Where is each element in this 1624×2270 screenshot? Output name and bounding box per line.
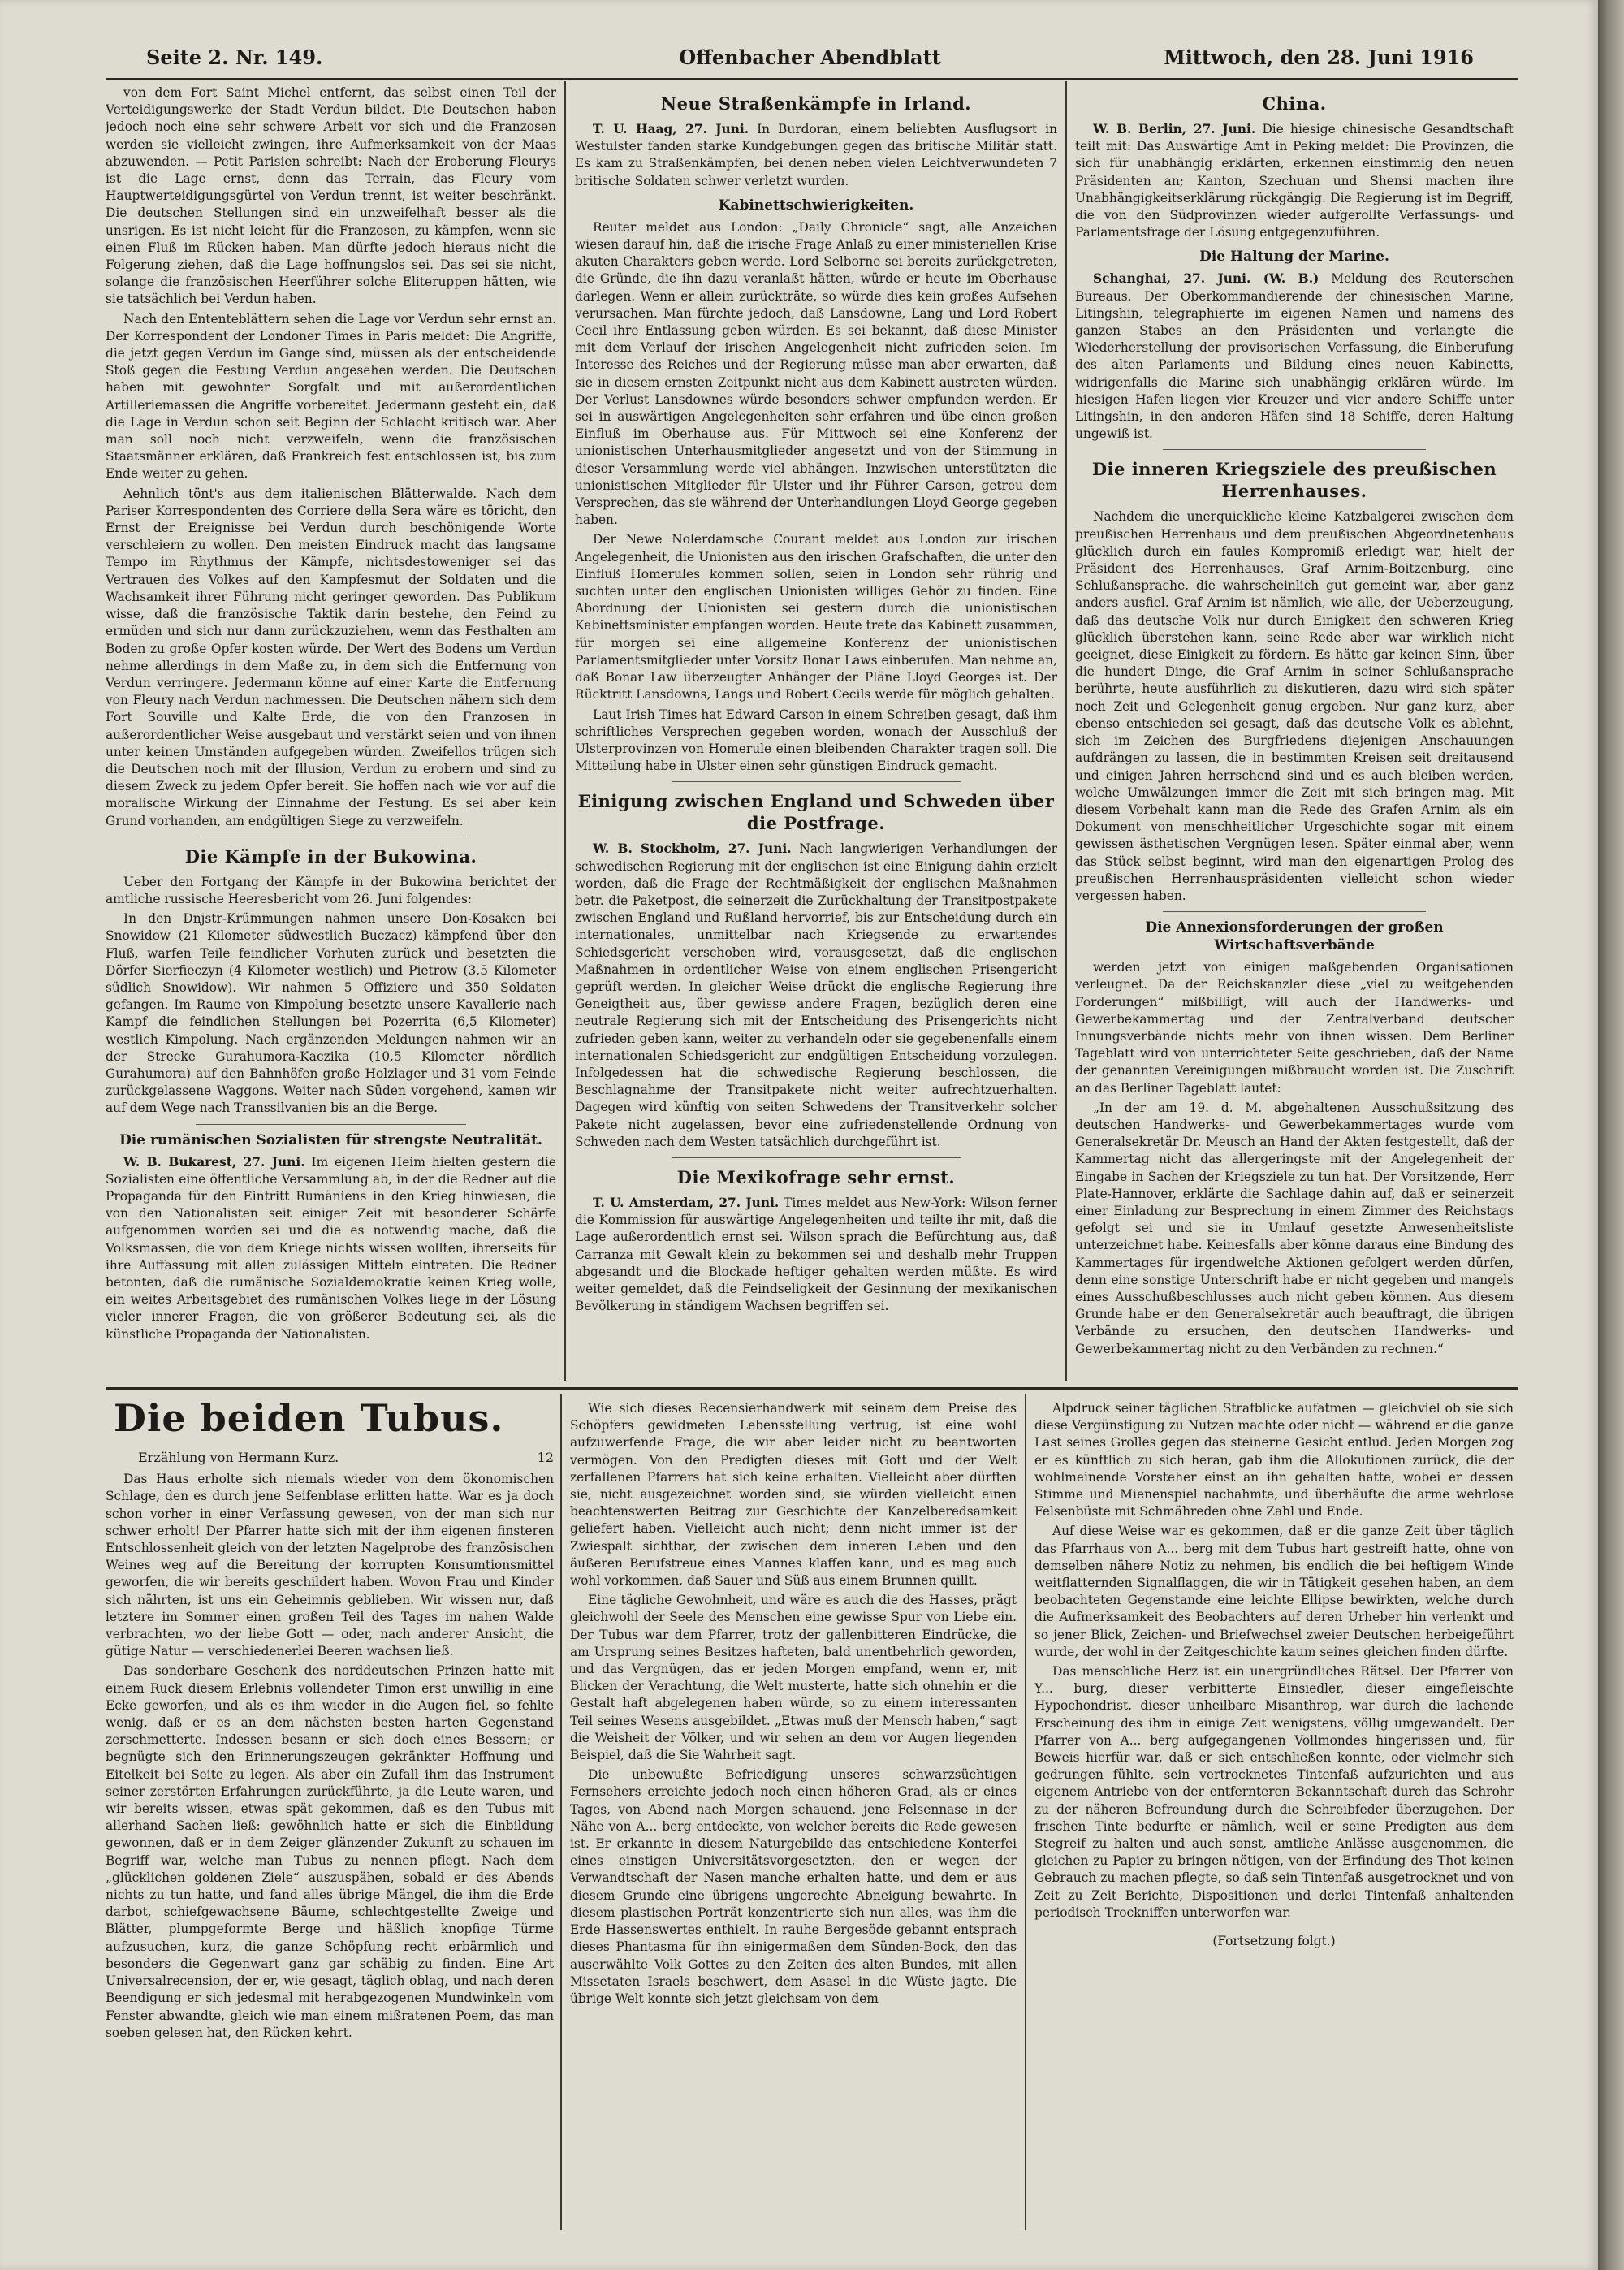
issue-date: Mittwoch, den 28. Juni 1916 bbox=[1164, 45, 1474, 69]
article-paragraph: „In der am 19. d. M. abgehaltenen Ausschußsitzung des deutschen Handwerks- und Gewerbekammertages wurde vom Generalsekretär Dr. Meusch an Hand der Akten festgestellt, daß der Kammertag nicht das allergeringste mit der Angelegenheit der Eingabe in Sachen der Kriegsziele zu tun hat. Der Vorsitzende, Herr Plate-Hannover, erklärte die Sachlage dahin auf, daß er seinerzeit einer Einladung zur Besprechung in einem Zimmer des Reichstags gefolgt sei und sie in Umlauf gesetzte Anwesenheitsliste unterzeichnet habe. Keinesfalls aber könne daraus eine Bindung des Kammertages für irgendwelche Aktionen gefolgert werden dürfen, denn eine sonstige Unterschrift habe er nicht gegeben und mangels eines Ausschußbeschlusses auch nicht geben können. Aus diesem Grunde habe er den Generalsekretär auch beauftragt, die übrigen Verbände zu ersuchen, den deutschen Handwerks- und Gewerbekammertag nicht zu den Verbänden zu rechnen.“ bbox=[1075, 1100, 1514, 1356]
feuilleton-column-1 bbox=[106, 1394, 554, 2230]
headline-bukowina: Die Kämpfe in der Bukowina. bbox=[184, 845, 477, 867]
article-text: Nach langwierigen Verhandlungen der schwedischen Regierung mit der englischen ist eine Einigung dahin erzielt worden, daß die Frage der Rechtmäßigkeit der englischen Maßnahmen betr. die Paketpost, die seinerzeit die Zurückhaltung der Transitpostpakete zwischen England und Rußland hervorrief, bis zur Entscheidung durch ein internationales, unmittelbar nach Kriegsende zu erwartendes Schiedsgericht verschoben wird, vorausgesetzt, daß die englischen Maßnahmen in ordentlicher Weise von einem englischen Prisengericht geprüft werden. In gleicher Weise drückt die englische Regierung ihre Geneigtheit aus, über gewisse andere Fragen, bezüglich deren eine neutrale Regierung sich mit der Entscheidung des Prisengerichts nicht zufrieden geben kann, weiter zu verhandeln oder sie gegebenenfalls einem internationalen Schiedsgericht zur endgültigen Entscheidung vorzulegen. Infolgedessen hat die schwedische Regierung beschlossen, die Beschlagnahme der Transitpakete nicht weiter aufrechtzuerhalten. Dagegen wird künftig von seiten Schwedens der Transitverkehr solcher Pakete nicht zugelassen, bevor eine zufriedenstellende Ordnung von Schweden nach dem Westen tatsächlich durchgeführt ist. bbox=[575, 841, 1057, 1149]
article-text: Meldung des Reuterschen Bureaus. Der Oberkommandierende der chinesischen Marine, Litingshin, telegraphierte im eigenen Namen und namens des ganzen Stabes an den Präsidenten und verlangte die Wiederherstellung der provisorischen Verfassung, die Einberufung des alten Parlaments und Bildung eines neuen Kabinetts, widrigenfalls die Marine sich unabhängig erklären würde. Im hiesigen Hafen liegen vier Kreuzer und vier andere Schiffe unter Litingshin, in den anderen Häfen sind 18 Schiffe, deren Haltung ungewiß ist. bbox=[1075, 271, 1514, 442]
headline-irland: Neue Straßenkämpfe in Irland. bbox=[660, 93, 972, 114]
dateline: W. B. Berlin, 27. Juni. bbox=[1093, 122, 1256, 136]
dateline: W. B. Bukarest, 27. Juni. bbox=[123, 1154, 305, 1170]
article-paragraph bbox=[106, 1154, 556, 1343]
story-paragraph: Alpdruck seiner täglichen Strafblicke aufatmen — gleichviel ob sie sich diese Vergünstigung zu Nutzen machte oder nicht — während er die ganze Last seines Grolles gegen das steinerne Gesicht entlud. Jeden Morgen zog er es künftlich zu sich heran, gab ihm die Allokutionen zurück, die der wohlmeinende Vorsteher einst an ihn gehalten hatte, wobei er dessen Stimme und Mienenspiel nachahmte, und überhäufte die arme wehrlose Felsenbüste mit Schmähreden ohne Zahl und Ende. bbox=[1034, 1401, 1514, 1520]
article-paragraph bbox=[575, 841, 1057, 1151]
separator bbox=[672, 781, 961, 782]
article-paragraph: werden jetzt von einigen maßgebenden Organisationen verleugnet. Da der Reichskanzler diese „viel zu weitgehenden Forderungen“ mißbilligt, will auch der Handwerks- und Gewerbekammertag und der Zentralverband deutscher Innungsverbände nichts mehr von ihnen wissen. Dem Berliner Tageblatt wird von unterrichteter Seite geschrieben, daß der Name der genannten Vereinigungen mißbraucht worden ist. Die Zuschrift an das Berliner Tageblatt lautet: bbox=[1075, 960, 1514, 1096]
article-paragraph: Aehnlich tönt's aus dem italienischen Blätterwalde. Nach dem Pariser Korrespondenten des Corriere della Sera wäre es töricht, den Ernst der Ereignisse bei Verdun durch beschönigende Worte verschleiern zu wollen. Den meisten Eindruck macht das langsame Tempo im Rhythmus der Kämpfe, nichtsdestoweniger sei das Vertrauen des Volkes auf den Kampfesmut der Soldaten und die Wachsamkeit ihrer Führung nicht geringer geworden. Das Publikum wisse, daß die französische Taktik darin bestehe, den Feind zu ermüden und sich nur dann zurückzuziehen, wenn das Festhalten am Boden zu große Opfer kosten würde. Der Wert des Bodens um Verdun nehme allerdings in dem Maße zu, in dem sich die Entfernung von Verdun verringere. Jedermann könne auf einer Karte die Entfernung von Fleury nach Verdun nachmessen. Die Deutschen nähern sich dem Fort Souville und Kalte Erde, die von den Franzosen in außerordentlicher Weise ausgebaut und verstärkt seien und von ihnen unter keinen Umständen aufgegeben würden. Zweifellos trügen sich die Deutschen noch mit der Illusion, Verdun zu erobern und sind zu diesem Zweck zu jedem Opfer bereit. Sie hoffen nach wie vor auf die moralische Wirkung der Einnahme der Festung. Es sei aber kein Grund vorhanden, am endgültigen Siege zu verzweifeln. bbox=[106, 486, 556, 828]
feuilleton-rule-1 bbox=[560, 1394, 562, 2230]
separator bbox=[1163, 449, 1426, 450]
article-paragraph bbox=[1075, 270, 1514, 443]
column-3 bbox=[1075, 84, 1514, 1384]
article-paragraph bbox=[1075, 121, 1514, 241]
story-paragraph: Das menschliche Herz ist ein unergründliches Rätsel. Der Pfarrer von Y... burg, dieser verbitterte Einsiedler, dieser eingefleischte Hypochondrist, dieser unheilbare Misanthrop, war durch die lachende Erscheinung des ihm in einige Zeit wenigstens, völlig umgewandelt. Der Pfarrer von A... berg aufgegangenen Vollmondes hingerissen und, für Beweis hierfür war, daß er sich entschließen konnte, oder vielmehr sich gedrungen fühlte, sein vertrocknetes Tintenfaß aufzurichten und aus eigenem Antriebe von der entfernteren Bekanntschaft durch das Schrohr zu der näheren Befreundung durch die Schreibfeder überzugehen. Der frischen Tinte bedurfte er nämlich, weil er seine Predigten aus dem Stegreif zu halten und auch sonst, amtliche Anlässe ausgenommen, die gleichen zu Papier zu bringen nötigen, von der Erfindung des Thot keinen Gebrauch zu machen pflegte, so daß sein Tintenfaß ausgetrocknet und von Zeit zu Zeit Berichte, Dispositionen und derlei Tintenfaß anhaltenden periodisch Trockniffen unterworfen war. bbox=[1034, 1664, 1514, 1920]
headline-rumaenen: Die rumänischen Sozialisten für strengste Neutralität. bbox=[119, 1131, 542, 1148]
column-rule-2 bbox=[1065, 81, 1067, 1381]
article-text: Times meldet aus New-York: Wilson ferner die Kommission für auswärtige Angelegenheiten und teilte ihr mit, daß die Lage außerordentlich ernst sei. Wilson sprach die Befürchtung aus, daß Carranza mit Gewalt klein zu bekommen sei und deshalb mehr Truppen abgesandt und die Blockade heftiger gehalten werden müßte. Es wird weiter gemeldet, daß die Feindseligkeit der Gesinnung der mexikanischen Bevölkerung in ständigem Wachsen begriffen sei. bbox=[575, 1195, 1057, 1314]
separator bbox=[1163, 911, 1426, 912]
story-paragraph: Wie sich dieses Recensierhandwerk mit seinem dem Preise des Schöpfers gewidmeten Lebensstellung vertrug, ist eine wohl aufzuwerfende Frage, die wir aber leider nicht zu beantworten vermögen. Von den Predigten dieses mit Gott und der Welt zerfallenen Pfarrers hat sich keine erhalten. Vielleicht aber dürften sie, nicht ausgezeichnet worden sind, sie würden vielleicht einen beachtenswerten Beitrag zur Geschichte der Kanzelberedsamkeit geliefert haben. Vielleicht auch nicht; denn nicht immer ist der Zwiespalt sichtbar, der zwischen dem inneren Leben und den äußeren Berufstreue eines Mannes klaffen kann, und es mag auch wohl vorkommen, daß Sauer und Süß aus einem Brunnen quillt. bbox=[570, 1401, 1017, 1589]
feuilleton-byline bbox=[106, 1449, 554, 1466]
dateline: T. U. Amsterdam, 27. Juni. bbox=[593, 1195, 780, 1210]
feuilleton-column-2 bbox=[570, 1400, 1017, 2230]
story-paragraph: Das Haus erholte sich niemals wieder von dem ökonomischen Schlage, den es durch jene Seifenblase erlitten hatte. War es ja doch schon vorher in einer Verfassung gewesen, von der man sich nur schwer erholt! Der Pfarrer hatte sich mit der ihm eigenen finsteren Entschlossenheit gleich von der letzten Nagelprobe des französischen Weines weg auf die Bereitung der korrupten Konsumtionsmittel geworfen, die wir bereits geschildert haben. Wovon Frau und Kinder sich nährten, ist uns ein Geheimnis geblieben. Wir wissen nur, daß letztere im Sommer einen großen Teil des Tages im nahen Walde verbrachten, wo der liebe Gott — oder, nach anderer Ansicht, die gütige Natur — verschiedenerlei Beeren wachsen ließ. bbox=[106, 1472, 554, 1659]
article-paragraph: von dem Fort Saint Michel entfernt, das selbst einen Teil der Verteidigungswerke der Stadt Verdun bildet. Die Deutschen haben jedoch noch eine sehr schwere Arbeit vor sich und die Franzosen werden sie vielleicht zwingen, ihre Aufmerksamkeit von der Maas abzuwenden. — Petit Parisien schreibt: Nach der Eroberung Fleurys ist die Lage ernst, denn das Terrain, das Fleury vom Hauptwerteidigungsgürtel von Verdun trennt, ist weiter beschränkt. Die deutschen Stellungen sind ein unzweifelhaft besser als die unsrigen. Es ist nicht leicht für die Franzosen, zu kämpfen, wenn sie einen Fluß im Rücken haben. Man dürfte jedoch hieraus nicht die Folgerung ziehen, daß die Lage hoffnungslos sei. Das sei sie nicht, solange die französischen Heerführer solche Eliteruppen hätten, wie sie tatsächlich bei Verdun haben. bbox=[106, 85, 556, 307]
article-paragraph: Ueber den Fortgang der Kämpfe in der Bukowina berichtet der amtliche russische Heeresbericht vom 26. Juni folgendes: bbox=[106, 874, 556, 906]
headline-kabinett: Kabinettschwierigkeiten. bbox=[718, 197, 914, 214]
article-paragraph: Reuter meldet aus London: „Daily Chronicle“ sagt, alle Anzeichen wiesen darauf hin, daß die irische Frage Anlaß zu einer ministeriellen Krise akuten Charakters geben werde. Lord Selborne sei bereits zurückgetreten, die Gründe, die ihn dazu veranlaßt hätten, würde er heute im Oberhause darlegen. Wenn er allein zurückträte, so würde dies kein großes Aufsehen verursachen. Man fürchte jedoch, daß Lansdowne, Lang und Lord Robert Cecil ihre Entlassung geben würden. Es sei bekannt, daß diese Minister mit dem Verlauf der irischen Angelegenheit nicht zufrieden seien. Im Interesse des Reiches und der Regierung müsse man aber erwarten, daß sie in diesem ernsten Zeitpunkt nicht aus dem Kabinett austreten würden. Der Verlust Lansdownes würde besonders schwer empfunden werden. Er sei in auswärtigen Angelegenheiten sehr erfahren und übe einen großen Einfluß im Oberhause aus. Für Mittwoch sei eine Konferenz der unionistischen Unterhausmitglieder angesetzt und von der Stimmung in dieser Versammlung werde viel abhängen. Inzwischen unterstützten die unionistischen Mitglieder für Ulster und ihr Führer Carson, getreu dem Versprechen, das sie während der Unterhandlungen Lloyd George gegeben haben. bbox=[575, 219, 1057, 528]
page-edge bbox=[1598, 0, 1624, 2270]
feuilleton-title: Die beiden Tubus. bbox=[114, 1396, 504, 1440]
headline-marine: Die Haltung der Marine. bbox=[1199, 249, 1389, 266]
masthead bbox=[146, 42, 1474, 75]
headline-herrenhaus: Die inneren Kriegsziele des preußischen Herrenhauses. bbox=[1091, 459, 1497, 502]
article-paragraph bbox=[575, 1195, 1057, 1315]
feuilleton-rule bbox=[106, 1387, 1518, 1390]
masthead-rule bbox=[106, 78, 1518, 80]
article-paragraph: Nachdem die unerquickliche kleine Katzbalgerei zwischen dem preußischen Herrenhaus und dem preußischen Abgeordnetenhaus glücklich durch ein faules Kompromiß erledigt war, hielt der Präsident des Herrenhauses, Graf Arnim-Boitzenburg, eine Schlußansprache, die wahrscheinlich gut gemeint war, aber ganz anders ausfiel. Graf Arnim ist nämlich, wie alle, der Ueberzeugung, daß das deutsche Volk nur durch Einigkeit den schweren Krieg glücklich überstehen kann, seine Rede aber war wirklich nicht geeignet, diese Einigkeit zu fördern. Es hätte gar keinen Sinn, über die hundert Dinge, die Graf Arnim in seiner Schlußansprache berührte, heute ausführlich zu diskutieren, dazu wird sich später noch Zeit und Gelegenheit genug ergeben. Nur ganz kurz, aber ebenso entschieden sei gesagt, daß das deutsche Volk es ablehnt, sich im Zeichen des Burgfriedens diejenigen Anschauungen aufdrängen zu lassen, die in bestimmten Kreisen seit dreitausend und einigen Jahren herrschend sind und es auch bleiben werden, welche Umwälzungen immer die Zeit mit sich bringen mag. Mit diesem Vorbehalt kann man die Rede des Grafen Arnim als ein Dokument von menschheitlicher Urgeschichte sogar mit einem gewissen ästhetischen Vergnügen lesen. Später einmal aber, wenn das Stück selbst beginnt, wird man den eigenartigen Prolog des preußischen Herrenhauspräsidenten vielleicht schon wieder vergessen haben. bbox=[1075, 509, 1514, 903]
continuation-note: (Fortsetzung folgt.) bbox=[1212, 1934, 1336, 1949]
article-text: In Burdoran, einem beliebten Ausflugsort in Westulster fanden starke Kundgebungen gegen das britische Militär statt. Es kam zu Straßenkämpfen, bei denen neben vielen Leichtverwundeten 7 britische Soldaten schwer verletzt wurden. bbox=[575, 122, 1057, 188]
feuilleton-column-3 bbox=[1034, 1400, 1514, 2230]
headline-annexion: Die Annexionsforderungen der großen Wirtschaftsverbände bbox=[1145, 919, 1444, 954]
separator bbox=[196, 1124, 466, 1125]
story-paragraph: Eine tägliche Gewohnheit, und wäre es auch die des Hasses, prägt gleichwohl der Seele des Menschen eine gewisse Spur von Liebe ein. Der Tubus war dem Pfarrer, trotz der gallenbitteren Eindrücke, die am Ursprung seines Besitzes hafteten, bald unentbehrlich geworden, und das Vergnügen, das er jeden Morgen empfand, wenn er, mit Blicken der Verachtung, die Welt musterte, hatte sich ohnehin er die Gestalt haft abgelegenen haben würde, so zu einem interessanten Teil seines Wesens ausgebildet. „Etwas muß der Mensch haben,“ sagt die Weisheit der Völker, und wir sehen an dem vor Augen liegenden Beispiel, daß die Sie Wahrheit sagt. bbox=[570, 1593, 1017, 1763]
article-paragraph bbox=[575, 121, 1057, 190]
dateline: W. B. Stockholm, 27. Juni. bbox=[593, 841, 792, 857]
installment-number: 12 bbox=[537, 1450, 554, 1465]
column-1 bbox=[106, 84, 556, 1384]
paper-title: Offenbacher Abendblatt bbox=[679, 45, 941, 69]
headline-china: China. bbox=[1262, 93, 1327, 114]
dateline: Schanghai, 27. Juni. (W. B.) bbox=[1093, 271, 1320, 287]
article-paragraph: Der Newe Nolerdamsche Courant meldet aus London zur irischen Angelegenheit, die Unionisten aus den irischen Grafschaften, die unter den Einfluß Homerules kommen sollen, seien in London sehr rührig und suchten unter den englischen Unionisten williges Gehör zu finden. Eine Abordnung der Unionisten sei gestern durch die unionistischen Kabinettsminister empfangen worden. Heute trete das Kabinett zusammen, für morgen sei eine allgemeine Konferenz der unionistischen Parlamentsmitglieder unter Vorsitz Bonar Laws einberufen. Man nehme an, daß Bonar Law überzeugter Anhänger der Pläne Lloyd Georges ist. Der Rücktritt Lansdowns, Langs und Robert Cecils werde für möglich gehalten. bbox=[575, 532, 1057, 703]
author-line: Erzählung von Hermann Kurz. bbox=[138, 1450, 339, 1465]
headline-mexiko: Die Mexikofrage sehr ernst. bbox=[676, 1166, 956, 1187]
story-paragraph: Die unbewußte Befriedigung unseres schwarzsüchtigen Fernsehers erreichte jedoch noch einen höheren Grad, als er eines Tages, von Abend nach Morgen schauend, jene Felsennase in der Nähe von A... berg entdeckte, von welcher bereits die Rede gewesen ist. Er erkannte in diesem Naturgebilde das entschiedene Konterfei eines einstigen Universitätsvorgesetzten, den er wegen der Verwandtschaft der Nasen manche erhalten hatte, und dem er aus diesem Grunde eine übrigens ungerechte Abneigung bewahrte. In diesem plastischen Porträt konzentrierte sich nun alles, was ihm die Erde Hassenswertes enthielt. In rauhe Bergesöde gebannt entsprach dieses Phantasma für ihn einigermaßen dem Sünden-Bock, den das auserwählte Volk Gottes zu den Zeiten des alten Bundes, mit allen Missetaten Israels beschwert, dem Asasel in die Wüste jagte. Die übrige Welt konnte sich jetzt gleichsam von dem bbox=[570, 1767, 1017, 2006]
article-paragraph: In den Dnjstr-Krümmungen nahmen unsere Don-Kosaken bei Snowidow (21 Kilometer südwestlich Buczacz) kämpfend über den Fluß, warfen Teile feindlicher Vorhuten zurück und besetzten die Dörfer Sierfieczyn (4 Kilometer westlich) und Pietrow (3,5 Kilometer südlich Snowidow). Wir nahmen 5 Offiziere und 350 Soldaten gefangen. Im Raume von Kimpolung besetzte unsere Kavallerie nach Kampf die feindlichen Stellungen bei Pozerrita (6,5 Kilometer) westlich Kimpolung. Nach ergänzenden Meldungen nahmen wir an der Strecke Gurahumora-Kaczika (10,5 Kilometer nördlich Gurahumora) auf den Bahnhöfen große Holzlager und 31 vom Feinde zurückgelassene Waggons. Weiter nach Süden vorgehend, kamen wir auf dem Wege nach Transsilvanien bis an die Berge. bbox=[106, 911, 556, 1116]
column-2 bbox=[575, 84, 1057, 1384]
story-paragraph: Auf diese Weise war es gekommen, daß er die ganze Zeit über täglich das Pfarrhaus von A... berg mit dem Tubus hart gestreift hatte, ohne von demselben nähere Notiz zu nehmen, bis endlich die bei heftigem Winde weitflatternden Signalflaggen, die wir in Tätigkeit gesehen haben, an dem beobachteten Gegenstande eine leichte Ellipse bewirkten, welche durch die Aufmerksamkeit des Beobachters auf deren Urheber hin verlenkt und so jener Blick, Zeichen- und Briefwechsel zweier Deutschen herbeigeführt wurde, der wohl in der Zeitgeschichte kaum seines gleichen finden dürfte. bbox=[1034, 1524, 1514, 1659]
dateline: T. U. Haag, 27. Juni. bbox=[593, 122, 749, 136]
headline-schweden: Einigung zwischen England und Schweden über die Postfrage. bbox=[577, 791, 1055, 834]
article-text: Die hiesige chinesische Gesandtschaft teilt mit: Das Auswärtige Amt in Peking meldet: Die Provinzen, die sich für unabhängig erklärten, erkennen einstimmig den neuen Präsidenten an; Kanton, Szechuan und Shensi machen ihre Unabhängigkeitserklärung rückgängig. Die Regierung ist im Begriff, die von den Südprovinzen wieder aufgerollte Verfassungs- und Parlamentsfrage der Lösung entgegenzuführen. bbox=[1075, 122, 1514, 240]
story-paragraph: Das sonderbare Geschenk des norddeutschen Prinzen hatte mit einem Ruck diesem Erlebnis vollendeter Timon erst unwillig in eine Ecke geworfen, und als es ihm wieder in die Augen fiel, so fehlte wenig, daß er es an dem nächsten besten harten Gegenstand zerschmetterte. Indessen besann er sich doch eines Bessern; er begnügte sich den Erinnerungszeugen gekränkter Hoffnung und Eitelkeit bei Seite zu legen. Als aber ein Zufall ihm das Instrument seiner zerstörten Erfahrungen zurückführte, ja die Leute waren, und wir bereits wissen, etwas spät gekommen, daß es den Tubus mit allerhand Sachen ließ: gewöhnlich hatte er sich die Einbildung gewonnen, daß er in dem Zeiger glänzender Zukunft zu schauen im Begriff war, welche man Tubus zu nennen pflegt. Nach dem „glücklichen goldenen Ziele“ auszuspähen, sobald er des Abends nichts zu tun hatte, und fand alles übrige Mängel, die ihm die Erde darbot, schiefgewachsene Bäume, schlechtgestellte Zweige und Blätter, plumpgeformte Berge und häßlich knopfige Türme aufzusuchen, kurz, die ganze Schöpfung recht erbärmlich und besonders die Gegenwart ganz gar schäbig zu finden. Eine Art Universalrecension, der er, wie gesagt, täglich oblag, und nach deren Beendigung er sich jedesmal mit herabgezogenen Mundwinkeln vom Fenster abwandte, gleich wie man einem mißratenen Poem, das man soeben gelesen hat, den Rücken kehrt. bbox=[106, 1663, 554, 2040]
page-number: Seite 2. Nr. 149. bbox=[146, 45, 323, 69]
article-paragraph: Laut Irish Times hat Edward Carson in einem Schreiben gesagt, daß ihm schriftliches Versprechen gegeben worden, wonach der Ausschluß der Ulsterprovinzen von Homerule einen bleibenden Charakter tragen soll. Die Mitteilung habe in Ulster einen sehr günstigen Eindruck gemacht. bbox=[575, 707, 1057, 774]
article-paragraph: Nach den Ententeblättern sehen die Lage vor Verdun sehr ernst an. Der Korrespondent der Londoner Times in Paris meldet: Die Angriffe, die jetzt gegen Verdun im Gange sind, müssen als der entscheidende Stoß gegen die Festung Verdun angesehen werden. Die Deutschen haben mit gewohnter Sorgfalt und mit außerordentlichen Artilleriemassen die Angriffe vorbereitet. Jedermann gesteht ein, daß die Lage in Verdun schon seit Beginn der Schlacht kritisch war. Aber man soll noch nicht verzweifeln, wenn die französischen Staatsmänner erklären, daß Frankreich fest entschlossen ist, bis zum Ende weiter zu gehen. bbox=[106, 311, 556, 482]
separator bbox=[672, 1157, 961, 1158]
article-text: Im eigenen Heim hielten gestern die Sozialisten eine öffentliche Versammlung ab, in der die Redner auf die Propaganda für den Eintritt Rumäniens in den Krieg hinwiesen, die von den Nationalisten seit einiger Zeit mit besonderer Schärfe aufgenommen worden sei und die es notwendig mache, daß die Volksmassen, die von dem Kriege nichts wissen wollten, ihrerseits für ihre Auffassung mit allen zulässigen Mitteln eintreten. Die Redner betonten, daß die rumänische Sozialdemokratie keinen Krieg wolle, ein weites Arbeitsgebiet des rumänischen Volkes liege in der Lösung vieler innerer Fragen, die von größerer Bedeutung sei, als die künstliche Propaganda der Nationalisten. bbox=[106, 1154, 556, 1342]
feuilleton-rule-2 bbox=[1025, 1394, 1026, 2230]
column-rule-1 bbox=[564, 81, 566, 1381]
